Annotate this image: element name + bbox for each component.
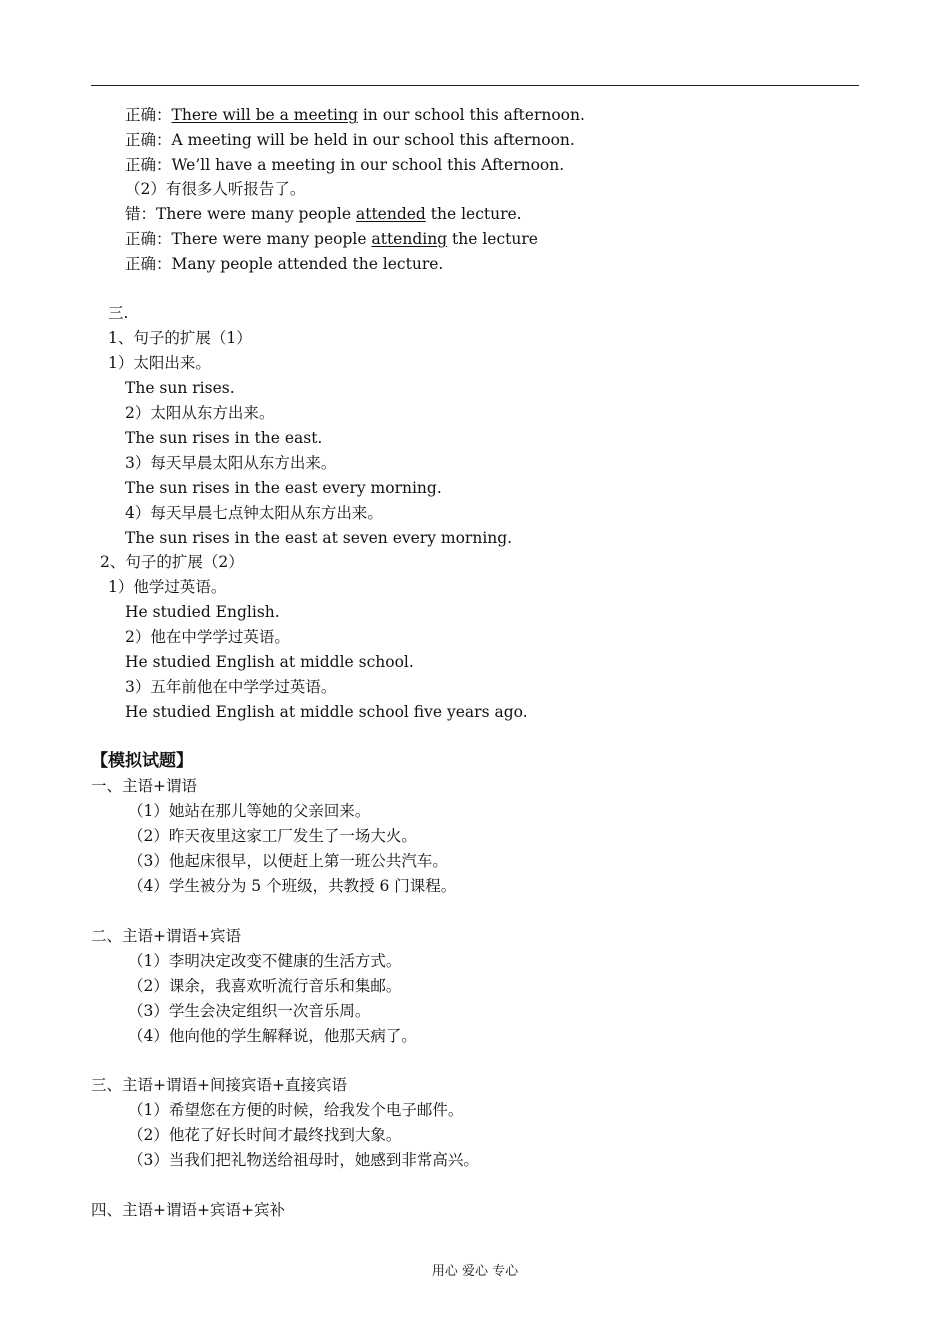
example-line-5-prefix: 错：There were many people [125,205,356,223]
mock-part-1-item: （4）学生被分为 5 个班级，共教授 6 门课程。 [128,877,457,895]
example-line-1 [125,105,585,125]
extension-2-line: 1）他学过英语。 [108,578,227,596]
example-line-1-underlined: There will be a meeting [171,106,358,124]
extension-1-line: The sun rises in the east every morning. [125,479,442,497]
mock-part-4-title: 四、主语+谓语+宾语+宾补 [91,1201,285,1219]
extension-2-line: He studied English. [125,603,280,621]
example-line-5-underlined: attended [355,205,426,223]
extension-2-line: He studied English at middle school five years ago. [125,703,528,721]
header-rule [91,85,859,86]
extension-2-title: 2、句子的扩展（2） [100,553,244,571]
extension-1-line: The sun rises. [125,379,235,397]
mock-part-3-item: （2）他花了好长时间才最终找到大象。 [128,1126,402,1144]
extension-1-line: The sun rises in the east at seven every morning. [125,529,513,547]
extension-1-line: The sun rises in the east. [125,429,323,447]
example-line-6-underlined: attending [371,230,448,248]
extension-2-line: 2）他在中学学过英语。 [125,628,290,646]
mock-part-3-item: （3）当我们把礼物送给祖母时，她感到非常高兴。 [128,1151,479,1169]
example-line-1-prefix: 正确： [125,106,172,124]
extension-2-line: 3）五年前他在中学学过英语。 [125,678,337,696]
example-line-6-rest: the lecture [447,230,538,248]
example-line-3: 正确：We’ll have a meeting in our school this Afternoon. [125,156,565,174]
example-line-1-rest: in our school this afternoon. [357,106,585,124]
example-line-2: 正确：A meeting will be held in our school this afternoon. [125,131,575,149]
section-3-heading: 三. [108,304,129,322]
extension-2-line: He studied English at middle school. [125,653,414,671]
mock-part-2-item: （4）他向他的学生解释说，他那天病了。 [128,1027,417,1045]
example-line-5 [125,204,522,224]
mock-part-2-item: （1）李明决定改变不健康的生活方式。 [128,952,402,970]
example-line-5-rest: the lecture. [425,205,522,223]
extension-1-line: 1）太阳出来。 [108,354,211,372]
extension-1-line: 3）每天早晨太阳从东方出来。 [125,454,337,472]
extension-1-line: 4）每天早晨七点钟太阳从东方出来。 [125,504,383,522]
extension-1-title: 1、句子的扩展（1） [108,329,252,347]
mock-part-3-title: 三、主语+谓语+间接宾语+直接宾语 [91,1076,347,1094]
mock-part-1-item: （3）他起床很早，以便赶上第一班公共汽车。 [128,852,448,870]
example-line-4: （2）有很多人听报告了。 [125,180,306,198]
mock-part-1-title: 一、主语+谓语 [91,777,197,795]
example-line-6-prefix: 正确：There were many people [125,230,372,248]
mock-part-3-item: （1）希望您在方便的时候，给我发个电子邮件。 [128,1101,464,1119]
example-line-7: 正确：Many people attended the lecture. [125,255,444,273]
mock-part-1-item: （2）昨天夜里这家工厂发生了一场大火。 [128,827,417,845]
mock-part-2-title: 二、主语+谓语+宾语 [91,927,241,945]
mock-exam-heading: 【模拟试题】 [91,751,193,771]
mock-part-2-item: （3）学生会决定组织一次音乐周。 [128,1002,371,1020]
page-footer: 用心 爱心 专心 [431,1264,519,1279]
example-line-6 [125,229,538,249]
mock-part-2-item: （2）课余，我喜欢听流行音乐和集邮。 [128,977,402,995]
extension-1-line: 2）太阳从东方出来。 [125,404,275,422]
mock-part-1-item: （1）她站在那儿等她的父亲回来。 [128,802,371,820]
